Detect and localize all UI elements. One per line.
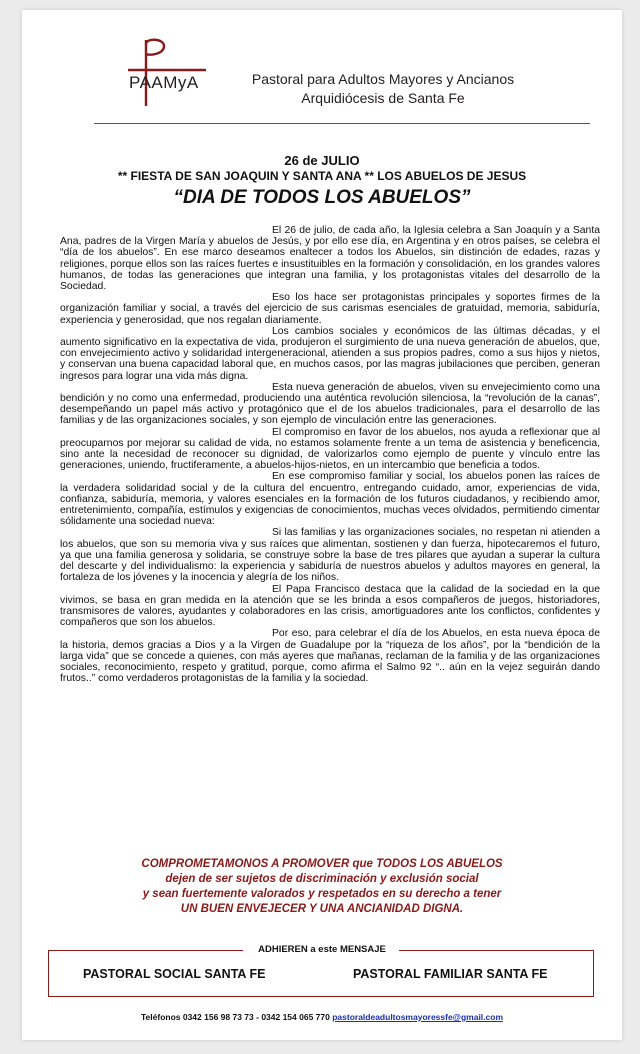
paragraph: El 26 de julio, de cada año, la Iglesia celebra a San Joaquín y a Santa Ana, padres de la Virgen María y abuelos de Jesús, y por ello ese día, en Argentina y en otros países, se celebra el “día de los abuelos”. En ese marco deseamos enaltecer a todos los Abuelos, sin distinción de edades, razas y religiones, porque ellos son las raíces fuertes e insustituibles en la formación y consolidación, en los grandes valores humanos, de todas las generaciones que integran una familia, y los protagonistas vitales del desarrollo de la Sociedad. [60,225,600,293]
logo-text: PAAMyA [129,73,199,92]
paragraph: Los cambios sociales y económicos de las últimas décadas, y el aumento significativo en la expectativa de vida, produjeron el surgimiento de una nueva generación de abuelos, que, con envejecimiento activo y solidaridad intergeneracional, atienden a sus propios padres, como a sus hijos y nietos, y conservan una buena capacidad laboral que, en muchos casos, por las magras jubilaciones que perciben, generan ingresos para lograr una vida más digna. [60,325,600,382]
paragraph: Por eso, para celebrar el día de los Abuelos, en esta nueva época de la historia, demos gracias a Dios y a la Virgen de Guadalupe por la “riqueza de los años”, por la “bendición de la larga vida” que se concede a quienes, con más ayeres que mañanas, reclaman de la familia y de las organizaciones sociales, reconocimiento, respeto y gratitud, porque, como afirma el Salmo 92 “.. aún en la vejez seguirán dando frutos..” como verdaderos protagonistas de la familia y la sociedad. [60,628,600,685]
footer-email-link[interactable]: pastoraldeadultosmayoressfe@gmail.com [332,1012,504,1022]
org-line-1: Pastoral para Adultos Mayores y Ancianos [251,71,515,87]
adherents-box [48,950,594,997]
paragraph: En ese compromiso familiar y social, los abuelos ponen las raíces de la verdadera solidaridad social y de la cultura del encuentro, entregando cuidado, amor, experiencias de vida, confianza, sabiduría, memoria, y valores esenciales en la formación de los futuros ciudadanos, y recibiendo amor, entretenimiento, compañía, estímulos y exigencias de conocimientos, muchas veces olvidados, permitiendo cimentar sólidamente una sociedad nueva: [60,471,600,528]
box-top-right-border [399,950,593,951]
call-to-action [58,857,586,917]
paragraph: Eso los hace ser protagonistas principales y soportes firmes de la organización familiar y social, a través del ejercicio de sus carismas esenciales de gratuidad, memoria, sabiduría, experiencia y generosidad, que nos regalan diariamente. [60,292,600,326]
message-body [60,225,600,684]
adherent-right: PASTORAL FAMILIAR SANTA FE [353,967,548,981]
paragraph: El compromiso en favor de los abuelos, nos ayuda a reflexionar que al preocuparnos por mejorar su calidad de vida, no estamos solamente frente a un tema de asistencia y beneficencia, sino ante la necesidad de reconocer su dignidad, de valorizarlos como ejemplo de puente y vínculo entre las generaciones, uniendo, fructiferamente, a abuelos-hijos-nietos, en un intercambio que beneficia a todos. [60,426,600,472]
call-line-2: dejen de ser sujetos de discriminación y exclusión social [165,873,479,885]
paragraph: Esta nueva generación de abuelos, viven su envejecimiento como una bendición y no como una enfermedad, produciendo una auténtica revolución silenciosa, la “revolución de la canas”, desempeñando un papel más activo y protagónico que el de los abuelos tradicionales, para el desarrollo de las familias y de las organizaciones sociales, y son ejemplo de vinculación entre las generaciones. [60,381,600,427]
document-page [22,10,622,1040]
paragraph: Si las familias y las organizaciones sociales, no respetan ni atienden a los abuelos, que son su memoria viva y sus raíces que alimentan, sostienen y dan fuerza, hipotecaremos el futuro, ya que una familia generosa y solidaria, se construye sobre la base de tres pilares que ayudan a superar la cultura del descarte y del individualismo: la experiencia y sabiduría de nuestros abuelos y adultos mayores en general, la fortaleza de los jóvenes y la inocencia y alegría de los niños. [60,527,600,584]
call-line-1: COMPROMETAMONOS A PROMOVER que TODOS LOS ABUELOS [141,858,503,870]
footer-contact [22,1012,622,1022]
paamya-logo [106,36,236,106]
date-heading: 26 de JULIO [284,153,360,168]
fiesta-heading: ** FIESTA DE SAN JOAQUIN Y SANTA ANA ** LOS ABUELOS DE JESUS [117,169,527,183]
paragraph: El Papa Francisco destaca que la calidad de la sociedad en la que vivimos, se basa en gran medida en la atención que se les brinda a esos compañeros de juegos, historiadores, transmisores de valores, ayudantes y colaboradores en las crisis, amortiguadores ante los conflictos, confidentes y compañeros que son los abuelos. [60,583,600,629]
adherents-heading: ADHIEREN a este MENSAJE [258,944,386,955]
footer-phones: Teléfonos 0342 156 98 73 73 - 0342 154 065 770 [140,1012,333,1022]
adherent-left: PASTORAL SOCIAL SANTA FE [83,967,266,981]
call-line-4: UN BUEN ENVEJECER Y UNA ANCIANIDAD DIGNA. [180,903,464,915]
main-title: “DIA DE TODOS LOS ABUELOS” [173,187,471,208]
org-line-2: Arquidiócesis de Santa Fe [301,90,465,106]
organization-name [218,70,548,108]
box-top-left-border [49,950,243,951]
header-divider [94,123,590,124]
call-line-3: y sean fuertemente valorados y respetados en su derecho a tener [142,888,502,900]
